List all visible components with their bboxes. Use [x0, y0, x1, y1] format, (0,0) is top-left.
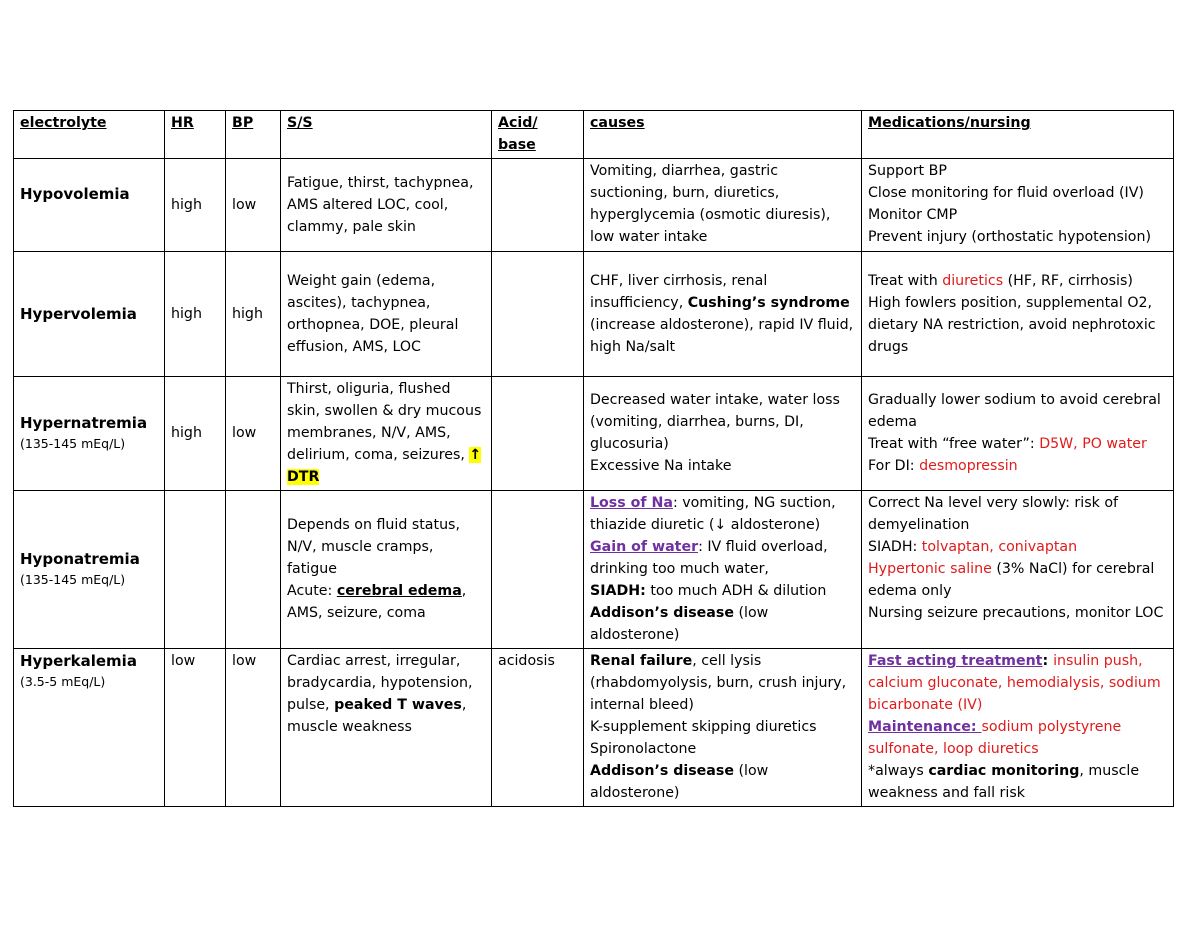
header-row — [14, 111, 1174, 159]
causes-line: Spironolactone — [590, 741, 697, 757]
causes-text: , cell lysis (rhabdomyolysis, burn, crush injury, internal bleed) — [590, 653, 847, 713]
meds-line: Close monitoring for fluid overload (IV) — [868, 185, 1144, 201]
colon-text: : — [1042, 653, 1054, 669]
d5w-text: D5W, PO water — [1039, 436, 1147, 452]
meds-text: For DI: — [868, 458, 920, 474]
header-bp: BP — [226, 111, 281, 159]
meds-line: Correct Na level very slowly: risk of demyelination — [868, 495, 1118, 533]
acid-cell — [492, 377, 584, 491]
hr-cell: high — [165, 252, 226, 377]
diuretics-text: diuretics — [942, 272, 1004, 289]
electrolyte-cell — [14, 377, 165, 491]
causes-text: CHF, liver cirrhosis, renal insufficiency, — [590, 272, 768, 311]
ss-text: Cardiac arrest, irregular, bradycardia, hypotension, pulse, — [287, 653, 473, 713]
meds-text: *always — [868, 763, 929, 779]
ss-cell: Weight gain (edema, ascites), tachypnea, orthopnea, DOE, pleural effusion, AMS, LOC — [281, 252, 492, 377]
causes-line — [590, 536, 855, 580]
gain-of-water-text: Gain of water — [590, 539, 699, 555]
electrolyte-cell — [14, 491, 165, 649]
meds-text: (3% NaCl) for cerebral edema only — [868, 561, 1155, 599]
meds-cell — [862, 252, 1174, 377]
normal-range: (3.5-5 mEq/L) — [20, 674, 106, 689]
loss-of-na-text: Loss of Na — [590, 495, 673, 511]
meds-text: SIADH: — [868, 539, 922, 555]
normal-range: (135-145 mEq/L) — [20, 436, 126, 451]
acid-cell — [492, 491, 584, 649]
meds-text: Treat with “free water”: — [868, 436, 1040, 452]
addisons-text: Addison’s disease — [590, 763, 734, 779]
hr-cell: high — [165, 159, 226, 252]
meds-line: Gradually lower sodium to avoid cerebral edema — [868, 392, 1161, 430]
header-hr: HR — [165, 111, 226, 159]
table-row — [14, 491, 1174, 649]
causes-cell: Vomiting, diarrhea, gastric suctioning, burn, diuretics, hyperglycemia (osmotic diuresis), low water intake — [584, 159, 862, 252]
renal-failure-text: Renal failure — [590, 653, 693, 669]
electrolyte-cell — [14, 649, 165, 807]
bp-cell: high — [226, 252, 281, 377]
meds-cell — [862, 649, 1174, 807]
meds-line — [868, 760, 1167, 804]
bp-cell: low — [226, 649, 281, 807]
fast-acting-text: Fast acting treatment — [868, 653, 1043, 669]
causes-text: too much ADH & dilution — [645, 583, 827, 599]
causes-line: Excessive Na intake — [590, 458, 732, 474]
causes-text: (low aldosterone) — [590, 605, 769, 643]
cerebral-edema-text: cerebral edema — [336, 583, 462, 599]
dtr-highlight: ↑ DTR — [287, 447, 482, 485]
electrolyte-name: Hypovolemia — [20, 184, 130, 203]
ss-line — [287, 580, 485, 624]
meds-line: Support BP — [868, 163, 947, 179]
causes-text: (low aldosterone) — [590, 763, 769, 801]
causes-cell — [584, 252, 862, 377]
ss-text: Acute: — [287, 583, 337, 599]
hr-cell — [165, 491, 226, 649]
meds-cell — [862, 491, 1174, 649]
hr-cell: low — [165, 649, 226, 807]
meds-line: Monitor CMP — [868, 207, 958, 223]
ss-text: , muscle weakness — [287, 697, 467, 735]
normal-range: (135-145 mEq/L) — [20, 572, 126, 587]
ss-cell — [281, 491, 492, 649]
causes-line — [590, 650, 855, 716]
meds-text: , muscle weakness and fall risk — [868, 763, 1140, 801]
hr-cell: high — [165, 377, 226, 491]
header-causes: causes — [584, 111, 862, 159]
bp-cell — [226, 491, 281, 649]
acid-cell — [492, 252, 584, 377]
causes-cell — [584, 491, 862, 649]
meds-line — [868, 455, 1167, 477]
electrolyte-name: Hyperkalemia — [20, 652, 137, 670]
meds-cell — [862, 159, 1174, 252]
bp-cell: low — [226, 377, 281, 491]
causes-line: K-supplement skipping diuretics — [590, 719, 817, 735]
table-row — [14, 252, 1174, 377]
colon-text: : — [970, 719, 982, 735]
meds-line — [868, 716, 1167, 760]
meds-text: Treat with — [868, 272, 943, 289]
causes-text: : vomiting, NG suction, thiazide diuretic (↓ aldosterone) — [590, 495, 836, 533]
tolvaptan-text: tolvaptan, conivaptan — [921, 539, 1078, 555]
ss-text: Thirst, oliguria, flushed skin, swollen & dry mucous membranes, N/V, AMS, delirium, coma, seizures, — [287, 381, 482, 463]
header-ss: S/S — [281, 111, 492, 159]
ss-cell — [281, 377, 492, 491]
meds-cell — [862, 377, 1174, 491]
causes-line: Decreased water intake, water loss (vomiting, diarrhea, burns, DI, glucosuria) — [590, 392, 840, 452]
meds-line — [868, 536, 1167, 558]
table-row — [14, 159, 1174, 252]
cardiac-monitoring-text: cardiac monitoring — [928, 763, 1080, 779]
electrolyte-cell — [14, 159, 165, 252]
causes-text: : IV fluid overload, drinking too much water, — [590, 539, 828, 577]
desmopressin-text: desmopressin — [919, 458, 1018, 474]
meds-line — [868, 650, 1167, 716]
electrolyte-table — [13, 110, 1174, 807]
ss-text: , AMS, seizure, coma — [287, 583, 467, 621]
causes-cell — [584, 649, 862, 807]
header-acid-base: Acid/ base — [492, 111, 584, 159]
addisons-text: Addison’s disease — [590, 605, 734, 621]
maintenance-meds: sodium polystyrene sulfonate, loop diuretics — [868, 719, 1122, 757]
header-meds: Medications/nursing — [862, 111, 1174, 159]
cushings-text: Cushing’s syndrome — [687, 294, 850, 311]
causes-line — [590, 602, 855, 646]
ss-line: Depends on fluid status, N/V, muscle cramps, fatigue — [287, 517, 460, 577]
table-row — [14, 377, 1174, 491]
ss-cell — [281, 649, 492, 807]
causes-line — [590, 580, 855, 602]
ss-cell: Fatigue, thirst, tachypnea, AMS altered LOC, cool, clammy, pale skin — [281, 159, 492, 252]
causes-line — [590, 760, 855, 804]
peaked-t-waves-text: peaked T waves — [334, 697, 462, 713]
fast-acting-meds: insulin push, calcium gluconate, hemodialysis, sodium bicarbonate (IV) — [868, 653, 1161, 713]
header-electrolyte: electrolyte — [14, 111, 165, 159]
meds-text: (HF, RF, cirrhosis) High fowlers position, supplemental O2, dietary NA restriction, avoid nephrotoxic drugs — [868, 272, 1156, 355]
causes-cell — [584, 377, 862, 491]
acid-cell — [492, 159, 584, 252]
maintenance-text: Maintenance — [868, 719, 971, 735]
meds-line — [868, 558, 1167, 602]
hypertonic-saline-text: Hypertonic saline — [868, 561, 992, 577]
electrolyte-name: Hypernatremia — [20, 414, 148, 432]
siadh-text: SIADH: — [590, 583, 646, 599]
meds-line: Nursing seizure precautions, monitor LOC — [868, 605, 1164, 621]
table-row — [14, 649, 1174, 807]
electrolyte-cell — [14, 252, 165, 377]
electrolyte-name: Hyponatremia — [20, 550, 140, 568]
causes-text: (increase aldosterone), rapid IV fluid, high Na/salt — [590, 316, 854, 355]
causes-line — [590, 492, 855, 536]
meds-line: Prevent injury (orthostatic hypotension) — [868, 229, 1151, 245]
meds-line — [868, 433, 1167, 455]
acid-cell: acidosis — [492, 649, 584, 807]
bp-cell: low — [226, 159, 281, 252]
electrolyte-name: Hypervolemia — [20, 304, 137, 323]
